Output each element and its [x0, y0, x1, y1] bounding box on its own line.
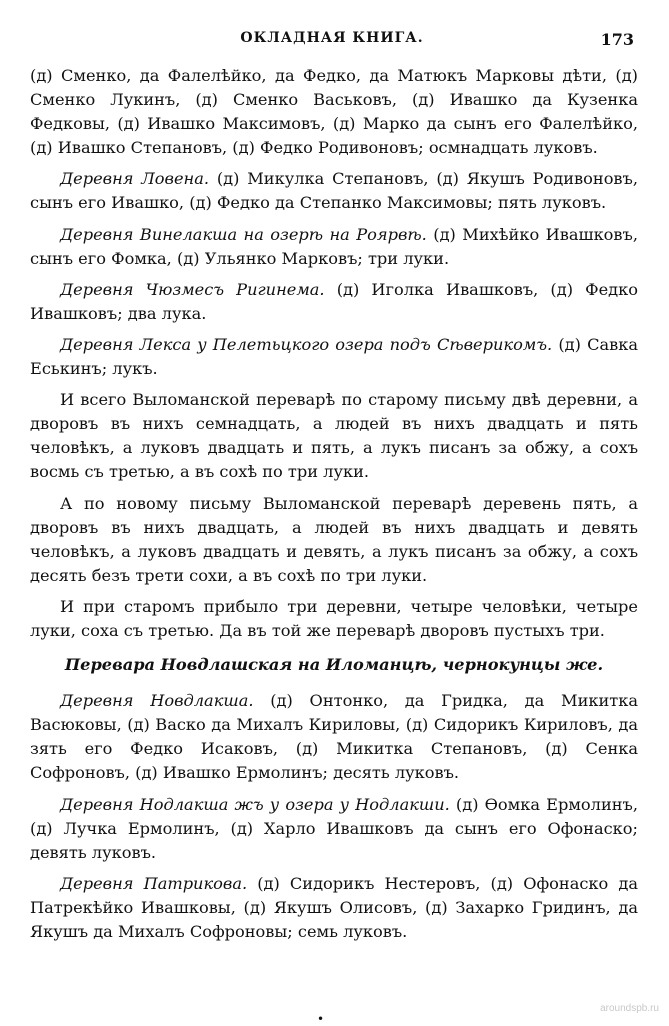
paragraph — [30, 333, 638, 381]
paragraph-text: (д) Сидорикъ Нестеровъ, (д) Офонаско да Патрекѣйко Ивашковы, (д) Якушъ Олисовъ, (д) Захарко Гридинъ, да Якушъ да Михалъ Софроновы; семь луковъ. — [30, 873, 638, 941]
paragraph-heading: Деревня Винелакша на озерѣ на Роярвѣ. — [60, 224, 427, 244]
paragraph — [30, 595, 638, 643]
paragraph-heading: Деревня Ловена. — [60, 169, 210, 189]
paragraph-text: (д) Онтонко, да Гридка, да Микитка Васюковы, (д) Васко да Михалъ Кириловы, (д) Сидорикъ Кириловъ, да зять его Федко Исаковъ, (д) Микитка Степановъ, (д) Сенка Софроновъ, (д) Ивашко Ермолинъ; десять луковъ. — [30, 691, 638, 783]
paragraph — [30, 64, 638, 160]
watermark: aroundspb.ru — [600, 1003, 659, 1014]
running-title: ОКЛАДНАЯ КНИГА. — [240, 30, 424, 46]
paragraph — [30, 872, 638, 944]
page-body — [30, 64, 638, 951]
paragraph-text: (д) Ѳомка Ермолинъ, (д) Лучка Ермолинъ, (д) Харло Ивашковъ да сынъ его Офонаско; девять луковъ. — [30, 794, 638, 862]
paragraph-text: И всего Выломанской переварѣ по старому письму двѣ деревни, а дворовъ въ нихъ семнадцать, а людей въ нихъ двадцать и пять человѣкъ, а луковъ двадцать и пять, а лукъ писанъ за обжу, а сохъ восмь съ третью, а въ сохѣ по три луки. — [30, 390, 638, 482]
paragraph — [30, 492, 638, 588]
paragraph-text: И при старомъ прибыло три деревни, четыре человѣки, четыре луки, соха съ третью. Да въ той же переварѣ дворовъ пустыхъ три. — [30, 596, 638, 640]
paragraph-text: (д) Микулка Степановъ, (д) Якушъ Родивоновъ, сынъ его Ивашко, (д) Федко да Степанко Максимовы; пять луковъ. — [30, 169, 638, 213]
paragraph-text: (д) Сменко, да Фалелѣйко, да Федко, да Матюкъ Марковы дѣти, (д) Сменко Лукинъ, (д) Сменко Васьковъ, (д) Ивашко да Кузенка Федковы, (д) Ивашко Максимовъ, (д) Марко да сынъ его Фалелѣйко, (д) Ивашко Степановъ, (д) Федко Родивоновъ; осмнадцать луковъ. — [30, 66, 638, 158]
paragraph-heading: Деревня Лекса у Пелетьцкого озера подъ Сѣверикомъ. — [60, 334, 553, 354]
paragraph-heading: Деревня Нодлакша жъ у озера у Нодлакши. — [60, 794, 450, 814]
page-header — [30, 30, 634, 52]
paragraph — [30, 689, 638, 785]
paragraph-heading: Деревня Чюзмесъ Ригинема. — [60, 279, 325, 299]
page-number: 173 — [600, 30, 634, 49]
paragraph-text: (д) Иголка Ивашковъ, (д) Федко Ивашковъ; два лука. — [30, 279, 639, 323]
section-heading — [30, 653, 638, 677]
paragraph — [30, 167, 638, 215]
paragraph-text: А по новому письму Выломанской переварѣ деревень пять, а дворовъ въ нихъ двадцать, а людей въ нихъ двадцать и девять человѣкъ, а луковъ двадцать и девять, а лукъ писанъ за обжу, а сохъ десять безъ трети сохи, а въ сохѣ по три луки. — [30, 493, 638, 585]
paragraph-heading: Деревня Новдлакша. — [60, 691, 254, 711]
paragraph — [30, 388, 638, 484]
paragraph — [30, 278, 638, 326]
paragraph — [30, 793, 638, 865]
footer-mark: • — [317, 1012, 325, 1026]
paragraph — [30, 223, 638, 271]
paragraph-heading: Деревня Патрикова. — [60, 873, 248, 893]
paragraph-text: (д) Савка Еськинъ; лукъ. — [30, 334, 638, 379]
paragraph-text: (д) Михѣйко Ивашковъ, сынъ его Фомка, (д) Ульянко Марковъ; три луки. — [30, 224, 638, 268]
section-heading-text: Перевара Новдлашская на Иломанцѣ, чернокунцы же. — [64, 655, 604, 675]
